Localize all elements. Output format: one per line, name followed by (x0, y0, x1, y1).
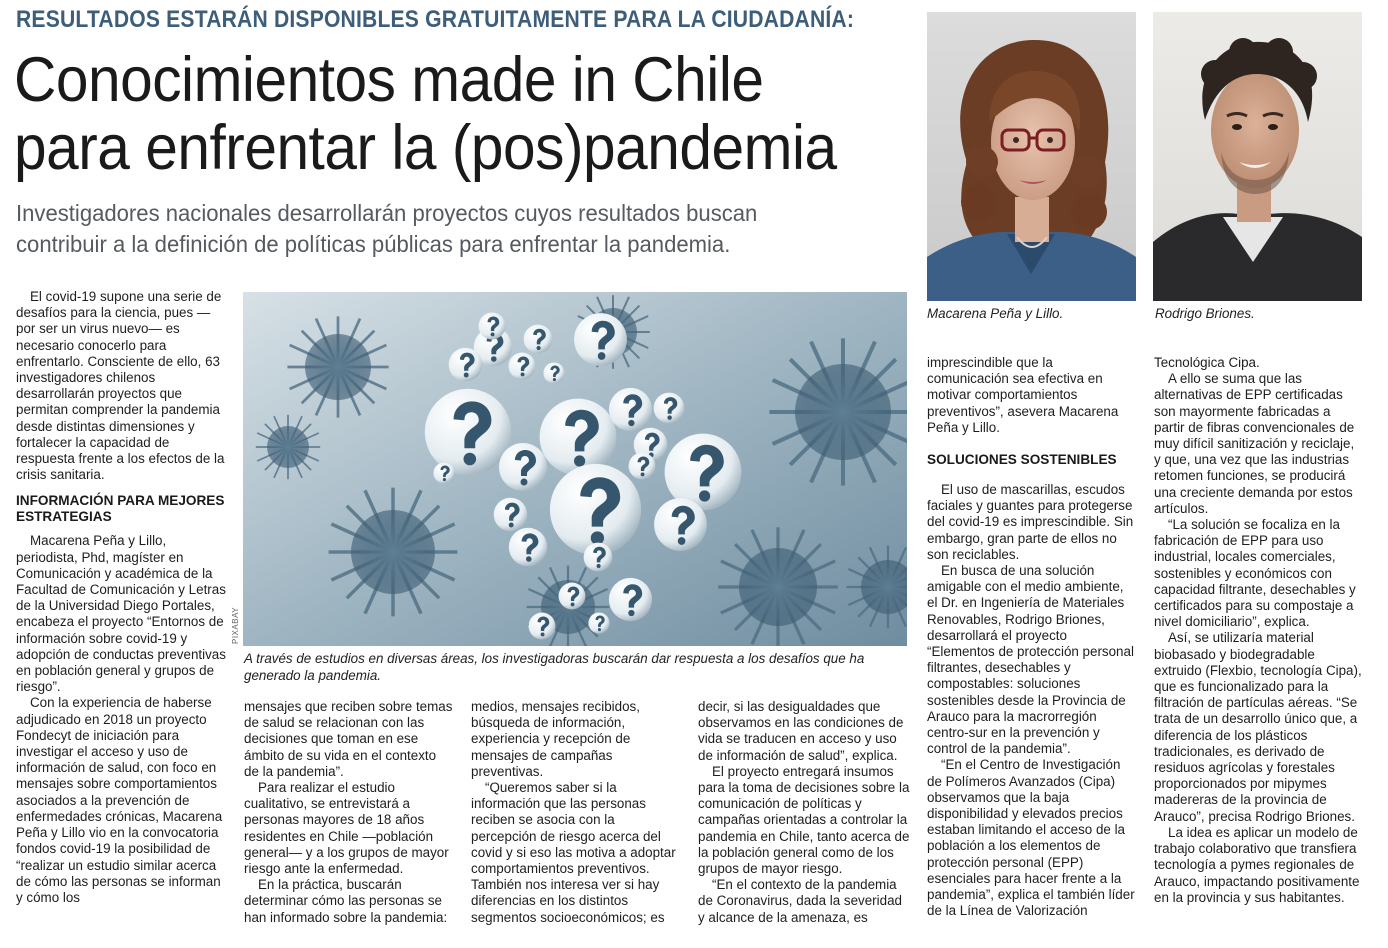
article-column-5 (927, 355, 1137, 920)
article-column-2 (244, 699, 454, 926)
col3-paragraph-2: “Queremos saber si la información que las personas reciben se asocia con la percepción de riesgo acerca del covid y si eso las motiva a adoptar comportamientos preventivos. También nos interesa ver si hay diferencias en los distintos segmentos socioeconómicos; es (471, 780, 676, 925)
col5-paragraph-2: El uso de mascarillas, escudos faciales y guantes para protegerse del covid-19 es imprescindible. Sin embargo, gran parte de ellos no son reciclables. (927, 482, 1134, 562)
col5-paragraph-4: “En el Centro de Investigación de Polímeros Avanzados (Cipa) observamos que la baja disponibilidad y elevados precios estaban limitando el acceso de la población a los elementos de protección personal (EPP) esenciales para hacer frente a la pandemia”, explica el también líder de la Línea de Valorización (927, 757, 1135, 919)
col5-paragraph-1: imprescindible que la comunicación sea efectiva en motivar comportamientos preventivos”, asevera Macarena Peña y Lillo. (927, 355, 1119, 435)
main-image-caption: A través de estudios en diversas áreas, los investigadoras buscarán dar respuesta a los desafíos que ha generado la pandemia. (244, 651, 865, 683)
col1-paragraph-1: El covid-19 supone una serie de desafíos para la ciencia, pues —por ser un virus nuevo— es necesario conocerlo para enfrentarlo. Consciente de ello, 63 investigadores chilenos desarrollarán proyectos que permitan comprender la pandemia desde distintas dimensiones y fortalecer la capacidad de respuesta frente a los efectos de la crisis sanitaria. (16, 289, 225, 483)
col2-paragraph-1: mensajes que reciben sobre temas de salud se relacionan con las decisiones que toman en ese ámbito de su vida en el contexto de la pandemia”. (244, 699, 453, 779)
col6-paragraph-2: A ello se suma que las alternativas de EPP certificadas son mayormente fabricadas a partir de fibras convencionales de muy difícil sanitización y reciclaje, y que, una vez que las industrias retomen funciones, se producirá una creciente demanda por estos artículos. (1154, 371, 1355, 516)
subhead-line-1: Investigadores nacionales desarrollarán proyectos cuyos resultados buscan (16, 200, 758, 226)
col4-paragraph-2: El proyecto entregará insumos para la toma de decisiones sobre la comunicación de políticas y campañas orientadas a controlar la pandemia en Chile, tanto acerca de la población general como de los grupos de mayor riesgo. (698, 763, 910, 877)
virus-question-bubbles-illustration (243, 292, 907, 646)
col1-paragraph-3: Con la experiencia de haberse adjudicado en 2018 un proyecto Fondecyt de iniciación para investigar el acceso y uso de información de salud, con foco en mensajes sobre comportamientos asociados a la prevención de enfermedades crónicas, Macarena Peña y Lillo vio en la convocatoria fondos covid-19 la posibilidad de “realizar un estudio similar acerca de cómo las personas se informan y cómo los (16, 695, 223, 905)
col2-paragraph-3: En la práctica, buscarán determinar cómo las personas se han informado sobre la pandemia: (244, 877, 448, 925)
article-headline (14, 46, 944, 182)
col6-paragraph-1: Tecnológica Cipa. (1154, 355, 1260, 370)
portrait-rodrigo-caption: Rodrigo Briones. (1155, 306, 1255, 321)
article-column-4 (698, 699, 910, 926)
portrait-rodrigo-photo (1153, 12, 1362, 301)
col3-paragraph-1: medios, mensajes recibidos, búsqueda de información, experiencia y recepción de mensajes de campañas preventivas. (471, 699, 640, 779)
col1-paragraph-2: Macarena Peña y Lillo, periodista, Phd, magíster en Comunicación y académica de la Facultad de Comunicación y Letras de la Universidad Diego Portales, encabeza el proyecto “Entornos de información sobre covid-19 y adopción de conductas preventivas en población general y grupos de riesgo”. (16, 533, 226, 695)
col6-paragraph-3: “La solución se focaliza en la fabricación de EPP para uso industrial, locales comerciales, sostenibles y económicos con capacidad filtrante, desechables y certificados para su compostaje a nivel domiciliario”, explica. (1154, 517, 1356, 630)
col6-paragraph-4: Así, se utilizaría material biobasado y biodegradable extruido (Flexbio, tecnología Cipa), que es funcionalizado para la filtración de partículas aéreas. “Se trata de un desarrollo único que, a diferencia de los plásticos tradicionales, es derivado de residuos agrícolas y forestales proporcionados por mipymes madereras de la provincia de Arauco”, precisa Rodrigo Briones. (1154, 630, 1362, 824)
section-heading-soluciones: SOLUCIONES SOSTENIBLES (927, 452, 1117, 468)
portrait-macarena-photo (927, 12, 1136, 301)
article-kicker: RESULTADOS ESTARÁN DISPONIBLES GRATUITAMENTE PARA LA CIUDADANÍA: (16, 6, 855, 33)
article-column-3 (471, 699, 681, 926)
portrait-man-illustration (1153, 12, 1362, 301)
col4-paragraph-1: decir, si las desigualdades que observamos en las condiciones de vida se traducen en acceso y uso de información de salud”, explica. (698, 699, 904, 763)
col5-paragraph-3: En busca de una solución amigable con el medio ambiente, el Dr. en Ingeniería de Materiales Renovables, Rodrigo Briones, desarrollará el proyecto “Elementos de protección personal filtrantes, desechables y compostables: soluciones sostenibles desde la Provincia de Arauco para la macrorregión centro-sur en la prevención y control de la pandemia”. (927, 563, 1134, 757)
main-virus-image (243, 292, 907, 646)
subhead-line-2: contribuir a la definición de políticas públicas para enfrentar la pandemia. (16, 231, 731, 257)
col4-paragraph-3: “En el contexto de la pandemia de Coronavirus, dada la severidad y alcance de la amenaza, es (698, 877, 902, 925)
headline-line-2: para enfrentar la (pos)pandemia (14, 113, 837, 183)
col2-paragraph-2: Para realizar el estudio cualitativo, se entrevistará a personas mayores de 18 años residentes en Chile —población general— y a los grupos de mayor riesgo ante la enfermedad. (244, 780, 449, 877)
article-subhead (16, 198, 880, 260)
portrait-macarena-caption: Macarena Peña y Lillo. (927, 306, 1064, 321)
section-heading-informacion: INFORMACIÓN PARA MEJORES ESTRATEGIAS (16, 493, 225, 525)
article-column-1 (16, 289, 226, 906)
headline-line-1: Conocimientos made in Chile (14, 45, 764, 115)
col6-paragraph-5: La idea es aplicar un modelo de trabajo colaborativo que transfiera tecnología a pymes regionales de Arauco, impactando positivamente en la provincia y sus habitantes. (1154, 824, 1360, 905)
portrait-woman-illustration (927, 12, 1136, 301)
article-column-6 (1154, 355, 1364, 906)
main-image-credit: PIXABAY (231, 606, 240, 644)
